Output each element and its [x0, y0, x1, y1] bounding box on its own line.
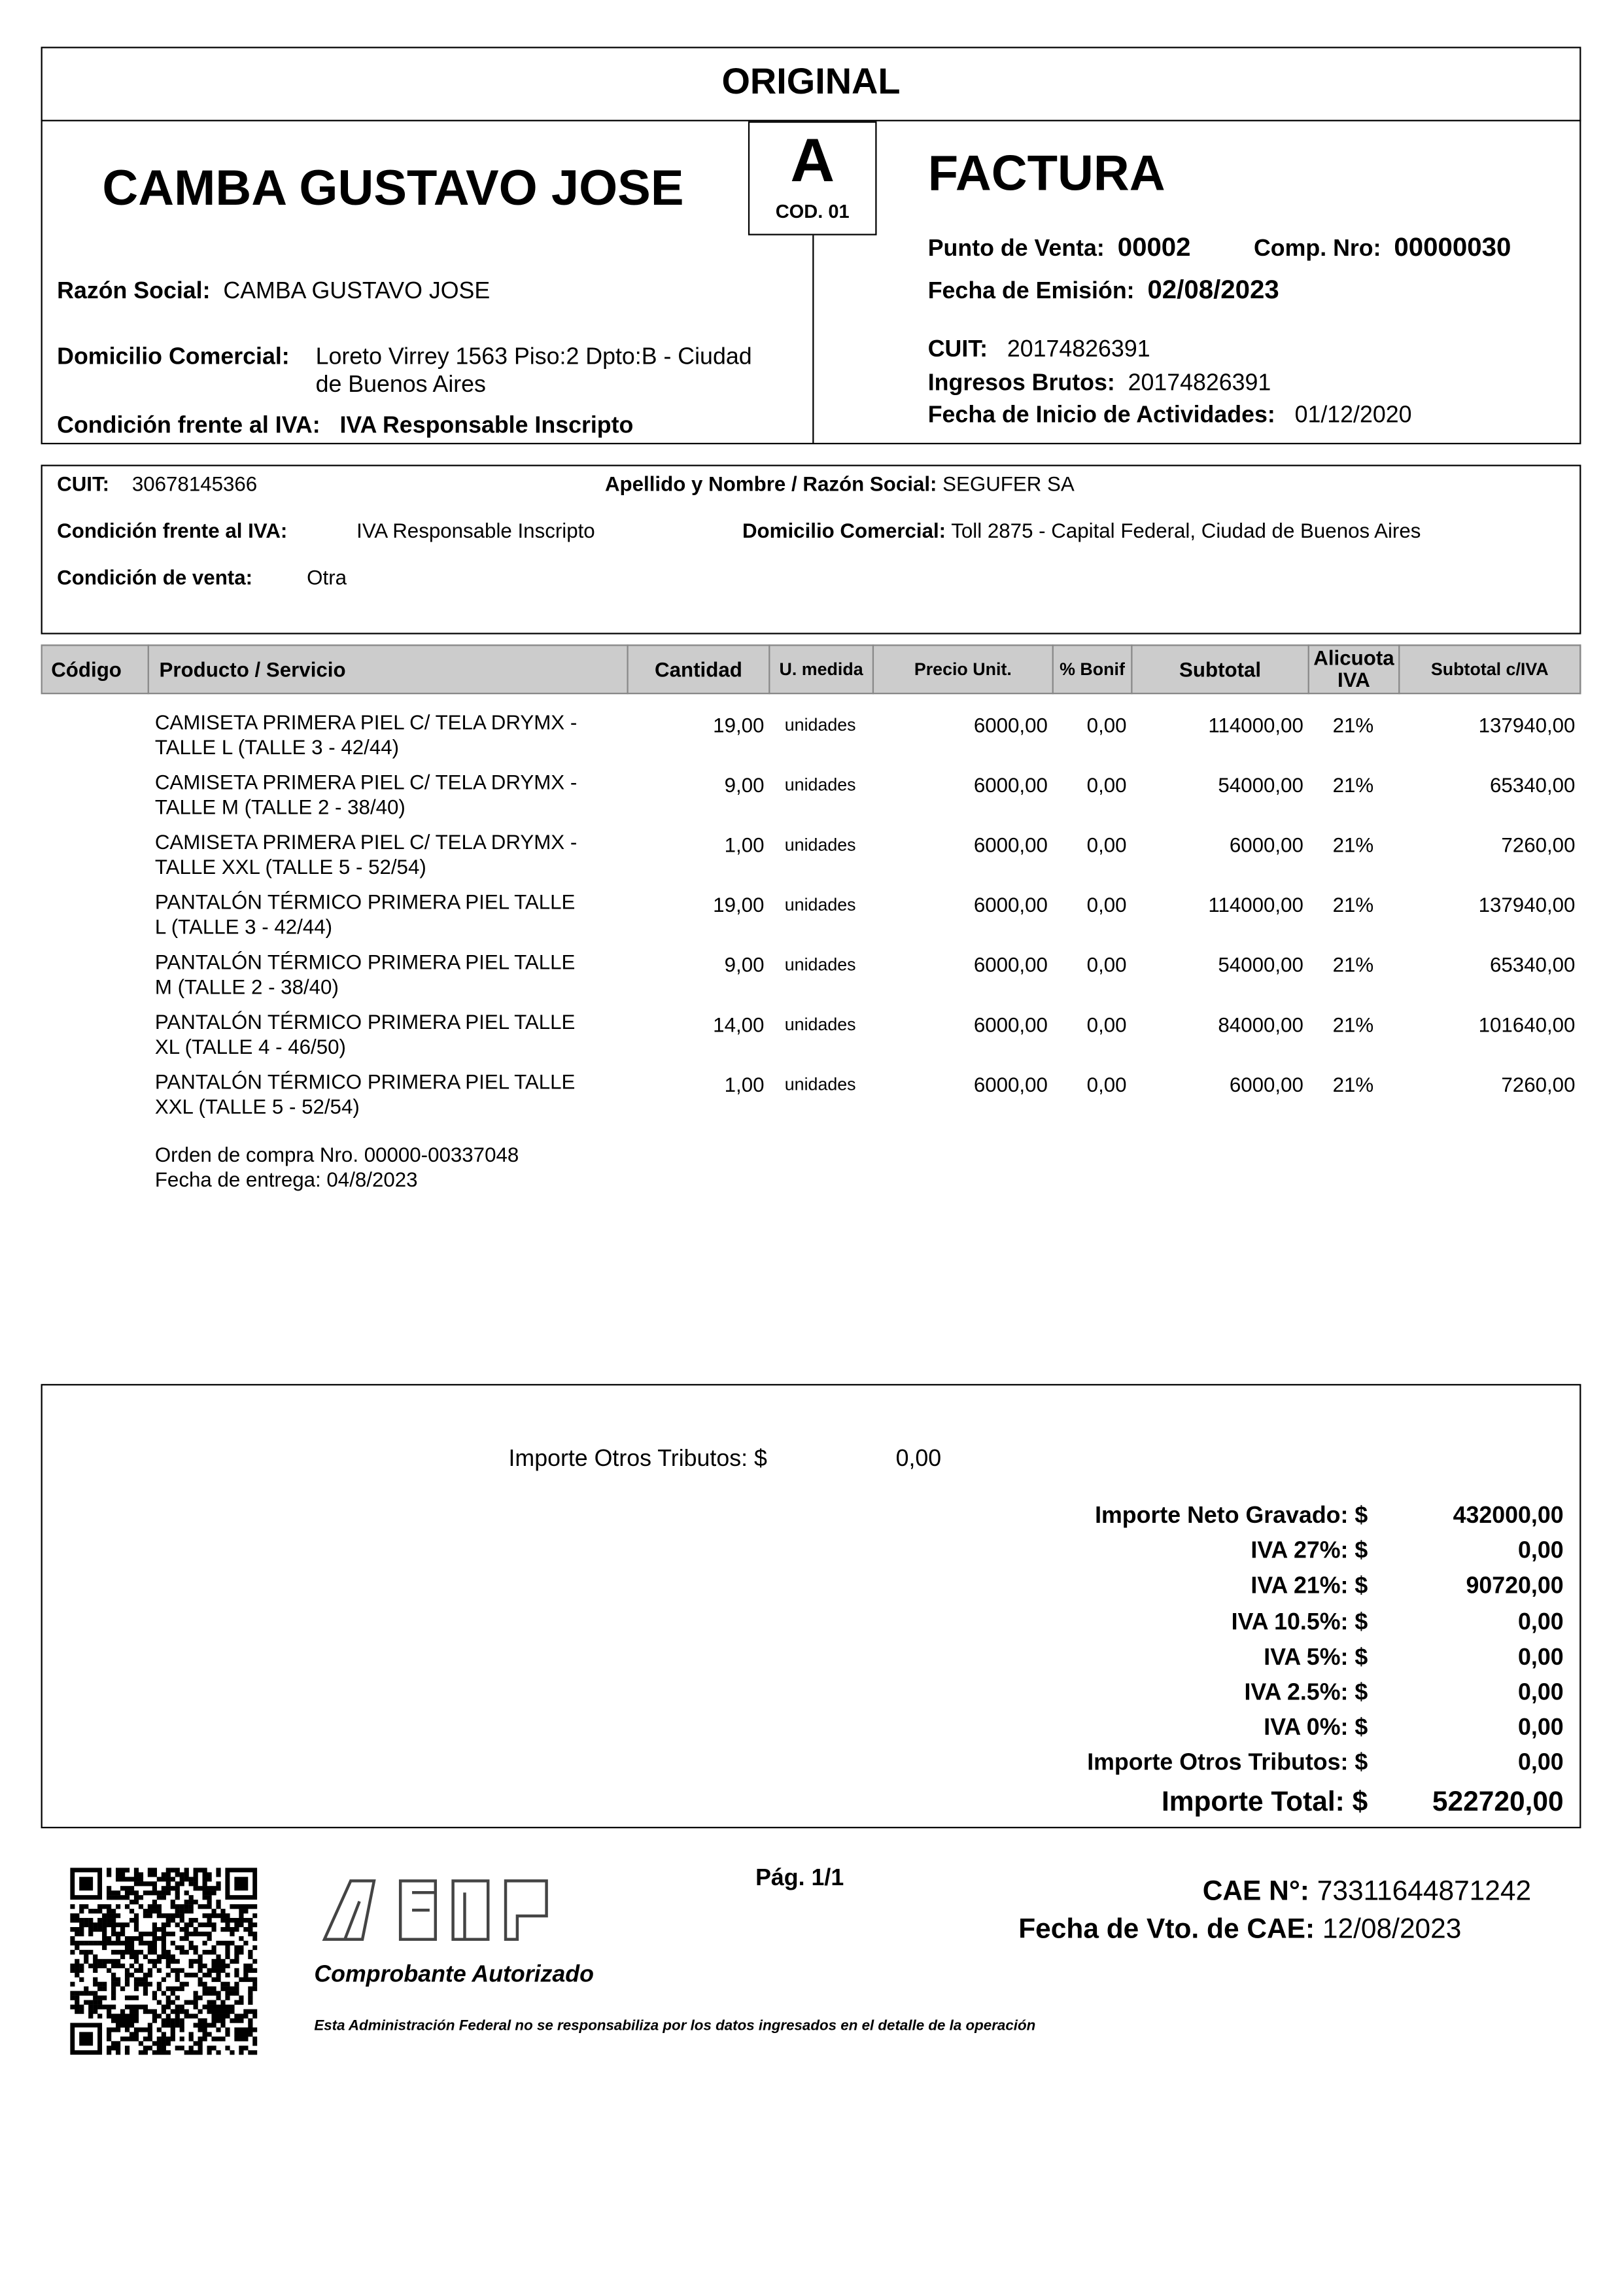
product-description — [155, 950, 576, 1000]
quantity: 14,00 — [713, 1013, 765, 1037]
totals-label: IVA 27%: $ — [1251, 1539, 1368, 1565]
subtotal: 6000,00 — [1229, 833, 1303, 857]
fecha-inicio: 01/12/2020 — [1294, 403, 1412, 428]
label: Condición frente al IVA: — [57, 413, 320, 439]
delivery-date-note: Fecha de entrega: 04/8/2023 — [154, 1168, 418, 1191]
totals-label: IVA 10.5%: $ — [1231, 1610, 1368, 1635]
divider — [812, 234, 814, 442]
issuer-address-1: Loreto Virrey 1563 Piso:2 Dpto:B - Ciudad — [315, 345, 752, 370]
invoice-letter: A — [790, 126, 835, 195]
client-address: Toll 2875 - Capital Federal, Ciudad de Buenos Aires — [951, 519, 1421, 542]
client-iva: IVA Responsable Inscripto — [356, 519, 595, 542]
label: Comp. Nro: — [1253, 236, 1381, 262]
iva-rate: 21% — [1332, 833, 1374, 857]
totals-value: 0,00 — [1518, 1645, 1564, 1671]
ingresos-brutos: 20174826391 — [1128, 371, 1271, 396]
unit: unidades — [784, 714, 856, 735]
subtotal: 6000,00 — [1229, 1072, 1303, 1096]
desc-line: XL (TALLE 4 - 46/50) — [154, 1034, 346, 1058]
totals-label: IVA 2.5%: $ — [1244, 1680, 1368, 1706]
quantity: 1,00 — [724, 1072, 765, 1096]
label: Apellido y Nombre / Razón Social: — [604, 472, 937, 496]
subtotal-with-iva: 137940,00 — [1478, 713, 1576, 737]
totals-value: 0,00 — [1518, 1680, 1564, 1706]
label: Punto de Venta: — [927, 236, 1105, 262]
totals-value: 432000,00 — [1453, 1503, 1564, 1529]
document-title: FACTURA — [927, 146, 1165, 202]
totals-label: IVA 21%: $ — [1251, 1574, 1368, 1600]
totals-label: Importe Neto Gravado: $ — [1095, 1503, 1368, 1529]
issuer-cuit: 20174826391 — [1007, 338, 1150, 363]
subtotal-with-iva: 137940,00 — [1478, 893, 1576, 916]
issuer-address-2: de Buenos Aires — [315, 372, 486, 398]
label: Razón Social: — [57, 279, 211, 304]
unit: unidades — [784, 954, 856, 975]
label: CAE N°: — [1202, 1876, 1309, 1907]
label: Fecha de Inicio de Actividades: — [927, 403, 1275, 428]
copy-label: ORIGINAL — [721, 61, 901, 103]
desc-line: TALLE L (TALLE 3 - 42/44) — [154, 735, 400, 759]
quantity: 19,00 — [713, 713, 765, 737]
product-description — [155, 890, 576, 940]
unit-price: 6000,00 — [973, 833, 1048, 857]
label: Condición frente al IVA: — [57, 519, 288, 542]
column-header-unidad: U. medida — [770, 644, 874, 694]
desc-line: PANTALÓN TÉRMICO PRIMERA PIEL TALLE — [154, 1070, 576, 1094]
quantity: 9,00 — [724, 952, 765, 977]
column-header-producto: Producto / Servicio — [149, 644, 629, 694]
product-description — [155, 1070, 576, 1119]
quantity: 9,00 — [724, 773, 765, 797]
unit-price: 6000,00 — [973, 713, 1048, 737]
otros-tributos-value: 0,00 — [895, 1446, 942, 1472]
issuer-razon: CAMBA GUSTAVO JOSE — [223, 279, 491, 304]
total-value: 522720,00 — [1432, 1787, 1564, 1818]
qr-code[interactable] — [70, 1868, 257, 2055]
unit: unidades — [784, 834, 856, 856]
totals-value: 90720,00 — [1466, 1574, 1564, 1600]
page-number: Pág. 1/1 — [755, 1866, 844, 1892]
invoice-code: COD. 01 — [775, 200, 850, 222]
bonif: 0,00 — [1086, 1013, 1127, 1037]
label: CUIT: — [57, 472, 110, 496]
iva-rate: 21% — [1332, 773, 1374, 797]
iva-rate: 21% — [1332, 713, 1374, 737]
unit-price: 6000,00 — [973, 773, 1048, 797]
bonif: 0,00 — [1086, 833, 1127, 857]
subtotal: 54000,00 — [1218, 952, 1303, 977]
quantity: 19,00 — [713, 893, 765, 916]
product-description — [155, 830, 577, 880]
otros-tributos-label: Importe Otros Tributos: $ — [508, 1446, 767, 1472]
client-cuit: 30678145366 — [131, 472, 258, 496]
client-name: SEGUFER SA — [942, 472, 1075, 496]
desc-line: PANTALÓN TÉRMICO PRIMERA PIEL TALLE — [154, 1009, 576, 1034]
total-label: Importe Total: $ — [1161, 1787, 1368, 1818]
column-header-codigo: Código — [41, 644, 149, 694]
totals-label: IVA 5%: $ — [1264, 1645, 1368, 1671]
desc-line: TALLE XXL (TALLE 5 - 52/54) — [154, 855, 426, 878]
desc-line: TALLE M (TALLE 2 - 38/40) — [154, 795, 406, 819]
desc-line: PANTALÓN TÉRMICO PRIMERA PIEL TALLE — [154, 890, 576, 914]
desc-line: CAMISETA PRIMERA PIEL C/ TELA DRYMX - — [154, 710, 578, 734]
subtotal-with-iva: 65340,00 — [1489, 952, 1576, 977]
purchase-order-note: Orden de compra Nro. 00000-00337048 — [154, 1143, 519, 1166]
bonif: 0,00 — [1086, 1072, 1127, 1096]
iva-rate: 21% — [1332, 893, 1374, 916]
desc-line: PANTALÓN TÉRMICO PRIMERA PIEL TALLE — [154, 950, 576, 973]
label: Ingresos Brutos: — [927, 371, 1115, 396]
desc-line: M (TALLE 2 - 38/40) — [154, 975, 339, 998]
label: Domicilio Comercial: — [57, 345, 290, 370]
subtotal-with-iva: 7260,00 — [1501, 833, 1576, 857]
column-header-bonif: % Bonif — [1054, 644, 1133, 694]
bonif: 0,00 — [1086, 952, 1127, 977]
unit-price: 6000,00 — [973, 893, 1048, 916]
unit: unidades — [784, 774, 856, 795]
punto-de-venta: 00002 — [1117, 232, 1191, 262]
fecha-emision: 02/08/2023 — [1147, 275, 1279, 304]
unit-price: 6000,00 — [973, 1072, 1048, 1096]
column-header-precio: Precio Unit. — [874, 644, 1054, 694]
totals-value: 0,00 — [1518, 1751, 1564, 1777]
cae-number: 73311644871242 — [1317, 1876, 1532, 1907]
column-header-alicuota: Alicuota IVA — [1309, 644, 1400, 694]
column-header-cantidad: Cantidad — [629, 644, 770, 694]
label: Condición de venta: — [57, 565, 253, 589]
product-description — [155, 1010, 576, 1060]
invoice-type-box — [748, 121, 877, 235]
iva-rate: 21% — [1332, 952, 1374, 977]
subtotal: 114000,00 — [1208, 893, 1303, 916]
bonif: 0,00 — [1086, 893, 1127, 916]
totals-label: IVA 0%: $ — [1264, 1716, 1368, 1741]
desc-line: CAMISETA PRIMERA PIEL C/ TELA DRYMX - — [154, 830, 578, 854]
subtotal-with-iva: 7260,00 — [1501, 1072, 1576, 1096]
subtotal: 54000,00 — [1218, 773, 1303, 797]
label: Domicilio Comercial: — [742, 519, 946, 542]
unit-price: 6000,00 — [973, 952, 1048, 977]
issuer-name: CAMBA GUSTAVO JOSE — [102, 160, 684, 217]
label: Fecha de Vto. de CAE: — [1018, 1914, 1315, 1945]
authorized-label: Comprobante Autorizado — [314, 1962, 594, 1988]
label: Fecha de Emisión: — [927, 279, 1135, 304]
column-header-subtotal-iva: Subtotal c/IVA — [1400, 644, 1581, 694]
desc-line: L (TALLE 3 - 42/44) — [154, 914, 333, 939]
column-header-subtotal: Subtotal — [1133, 644, 1309, 694]
cae-expiry: 12/08/2023 — [1322, 1914, 1462, 1945]
product-description — [155, 710, 577, 760]
totals-value: 0,00 — [1518, 1610, 1564, 1635]
iva-rate: 21% — [1332, 1072, 1374, 1096]
bonif: 0,00 — [1086, 773, 1127, 797]
unit: unidades — [784, 1074, 856, 1095]
totals-label: Importe Otros Tributos: $ — [1087, 1751, 1368, 1777]
quantity: 1,00 — [724, 833, 765, 857]
iva-rate: 21% — [1332, 1013, 1374, 1037]
bonif: 0,00 — [1086, 713, 1127, 737]
disclaimer: Esta Administración Federal no se responsabiliza por los datos ingresados en el detalle de la operación — [314, 2018, 1036, 2035]
comp-nro: 00000030 — [1394, 232, 1511, 262]
issuer-iva: IVA Responsable Inscripto — [339, 413, 634, 439]
afip-logo — [319, 1875, 560, 1945]
totals-value: 0,00 — [1518, 1716, 1564, 1741]
subtotal: 84000,00 — [1218, 1013, 1303, 1037]
label: CUIT: — [927, 338, 988, 363]
desc-line: XXL (TALLE 5 - 52/54) — [154, 1094, 360, 1119]
sale-condition: Otra — [307, 565, 347, 589]
totals-value: 0,00 — [1518, 1539, 1564, 1565]
subtotal-with-iva: 65340,00 — [1489, 773, 1576, 797]
product-description — [155, 770, 577, 820]
subtotal: 114000,00 — [1208, 713, 1303, 737]
unit-price: 6000,00 — [973, 1013, 1048, 1037]
unit: unidades — [784, 1014, 856, 1035]
subtotal-with-iva: 101640,00 — [1478, 1013, 1576, 1037]
unit: unidades — [784, 894, 856, 915]
desc-line: CAMISETA PRIMERA PIEL C/ TELA DRYMX - — [154, 770, 578, 794]
